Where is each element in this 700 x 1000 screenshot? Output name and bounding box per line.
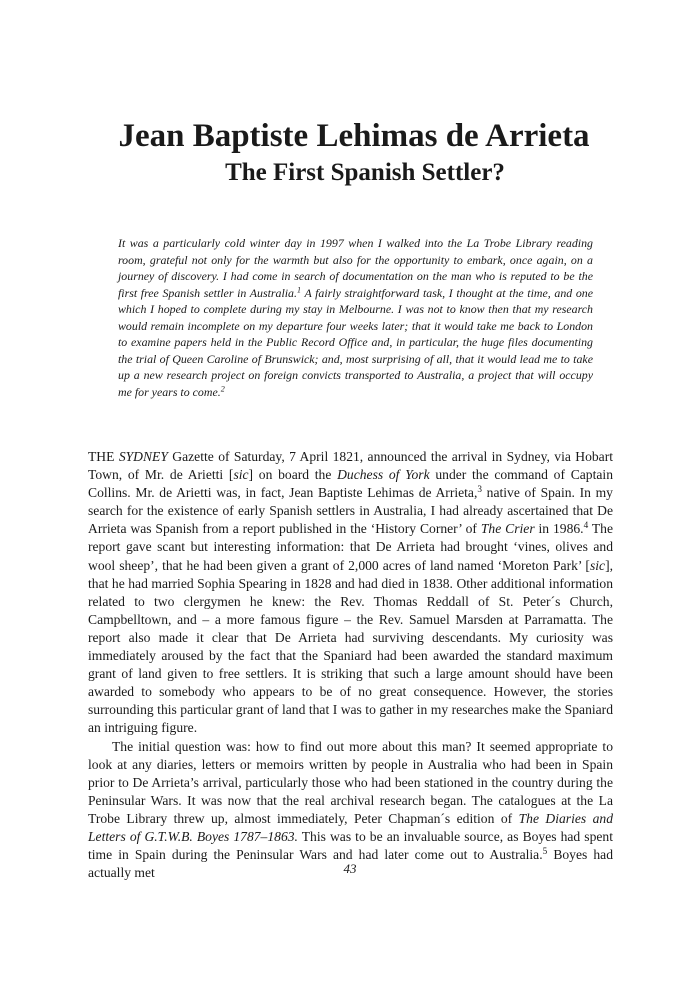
italic-sic: sic bbox=[233, 467, 249, 483]
text-run: Boyes had actually met bbox=[88, 847, 613, 881]
text-run: THE bbox=[88, 449, 119, 464]
body-text bbox=[88, 448, 613, 882]
title-line-1: Jean Baptiste Lehimas de Arrieta bbox=[118, 118, 590, 154]
text-run: of Saturday, 7 April 1821, announced the arrival in Sydney, via Hobart Town, of Mr. de Arietti [ bbox=[88, 449, 613, 483]
footnote-ref-2[interactable]: 2 bbox=[220, 384, 225, 394]
abstract-paragraph bbox=[118, 235, 593, 400]
italic-publication: The Crier bbox=[480, 521, 535, 537]
text-run: ] on board the bbox=[248, 467, 338, 483]
text-run: in 1986. bbox=[534, 521, 584, 537]
title-line-2: The First Spanish Settler? bbox=[225, 159, 505, 186]
body-paragraph-1 bbox=[88, 448, 613, 738]
text-run: native of Spain. In my search for the existence of early Spanish settlers in Australia, I had already ascertained that De Arrieta was Spanish from a report published in the ‘History Corner’ of bbox=[88, 485, 613, 537]
italic-sic: sic bbox=[589, 557, 606, 573]
abstract-text-cont: A fairly straightforward task, I thought at the time, and one which I hoped to complete during my stay in Melbourne. I was not to know then that my research would remain incomplete on my departure four weeks later; that it would take me back to London to examine papers held in the Public Record Office and, in particular, the huge files documenting the trial of Queen Caroline of Brunswick; and, most surprising of all, that it would lead me to take up a new research project on foreign convicts transported to Australia, a project that will occupy me for years to come. bbox=[118, 285, 593, 399]
italic-sydney: SYDNEY bbox=[118, 449, 168, 464]
abstract-text: It was a particularly cold winter day in 1997 when I walked into the La Trobe Library reading room, grateful not only for the warmth but also for the opportunity to embark, once again, on a journey of discovery. I had come in search of documentation on the man who is reputed to be the first free Spanish settler in Australia. bbox=[118, 236, 593, 300]
footnote-ref-4[interactable]: 4 bbox=[583, 520, 589, 531]
italic-book-title: The Diaries and Letters of G.T.W.B. Boyes 1787–1863. bbox=[88, 810, 614, 844]
text-run: The report gave scant but interesting information: that De Arrieta had brought ‘vines, olives and wool sheep’, that he had been given a grant of 2,000 acres of land named ‘Moreton Park’ [ bbox=[88, 521, 613, 573]
text-run: This was to be an invaluable source, as Boyes had spent time in Spain during the Peninsular Wars and had later come out to Australia. bbox=[88, 828, 613, 863]
footnote-ref-5[interactable]: 5 bbox=[542, 845, 548, 856]
footnote-ref-1[interactable]: 1 bbox=[296, 285, 302, 295]
footnote-ref-3[interactable]: 3 bbox=[477, 484, 482, 495]
text-run: Gazette bbox=[167, 449, 214, 464]
text-run: under the command of Captain Collins. Mr. de Arietti was, in fact, Jean Baptiste Lehimas de Arrieta, bbox=[88, 467, 613, 501]
text-run: The initial question was: how to find out more about this man? It seemed appropriate to look at any diaries, letters or memoirs written by people in Australia who had been in Spain prior to De Arrieta’s arrival, particularly those who had been stationed in the country during the Peninsular Wars. It was now that the real archival research began. The catalogues at the La Trobe Library threw up, almost immediately, Peter Chapman´s edition of bbox=[88, 738, 613, 826]
text-run: ], that he had married Sophia Spearing in 1828 and had died in 1838. Other additional information related to two clergymen he knew: the Rev. Thomas Reddall of St. Peter´s Church, Campbelltown, and – a more famous figure – the Rev. Samuel Marsden at Parramatta. The report also made it clear that De Arrieta had surviving descendants. My curiosity was immediately aroused by the fact that the Spaniard had been awarded the standard maximum grant of land given to free settlers. It is striking that such a large amount should have been awarded to somebody who appears to be of no great consequence. However, the stories surrounding this particular grant of land that I was to gather in my researches make the Spaniard an intriguing figure. bbox=[88, 557, 613, 736]
page-number: 43 bbox=[343, 861, 357, 876]
italic-ship-name: Duchess of York bbox=[337, 467, 430, 483]
